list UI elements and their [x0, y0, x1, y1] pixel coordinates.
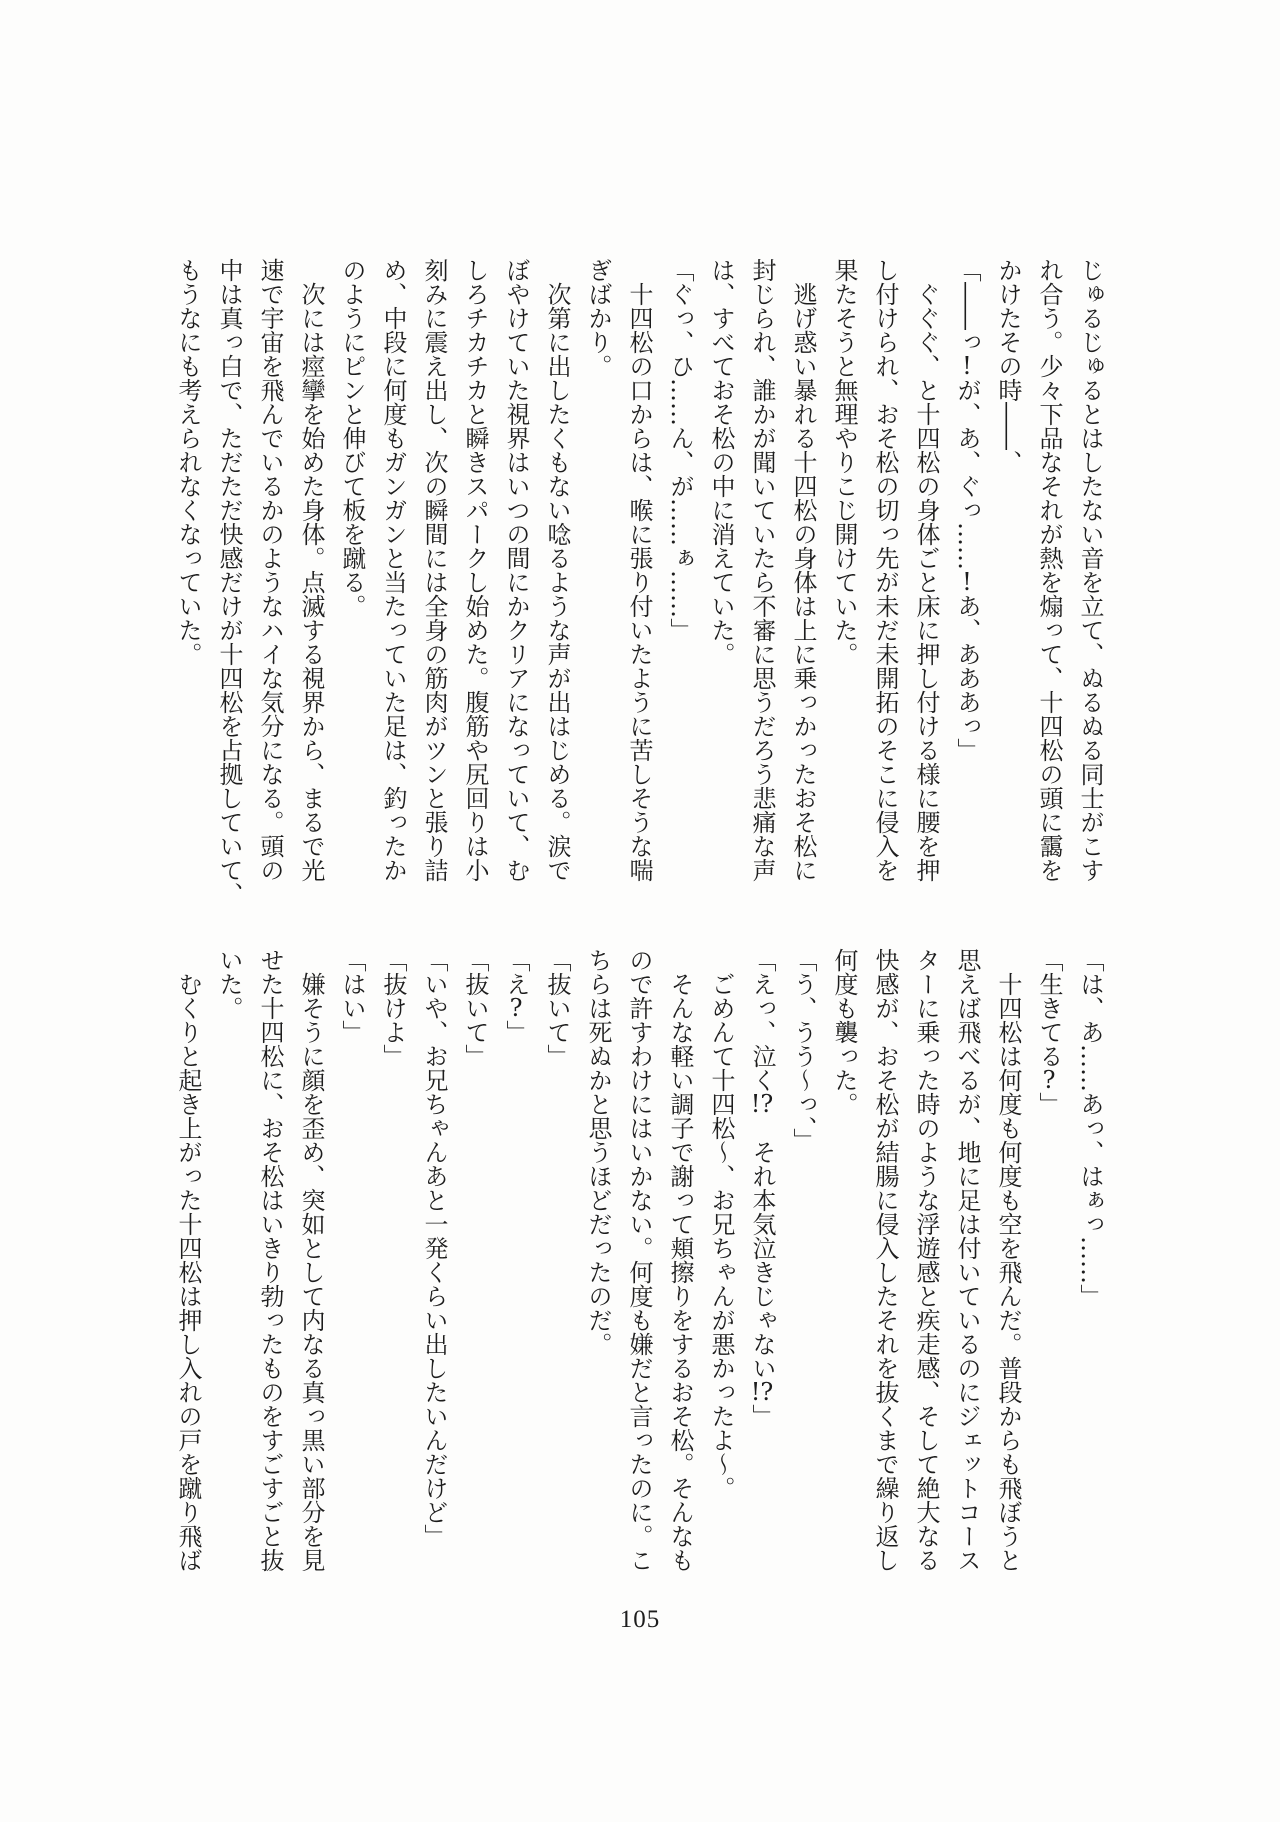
tate-chu-yoko: !: [962, 354, 972, 378]
tate-chu-yoko: ?: [509, 996, 523, 1020]
lower-line: 快感が、おそ松が結腸に侵入したそれを抜くまで繰り返し: [871, 948, 899, 1572]
upper-line: 速で宇宙を飛んでいるかのようなハイな気分になる。頭の: [256, 258, 284, 882]
tate-chu-yoko: !?: [750, 1092, 774, 1116]
upper-line: もうなにも考えられなくなっていた。: [174, 258, 202, 666]
upper-line: 十四松の口からは、喉に張り付いたように苦しそうな喘: [625, 258, 653, 882]
lower-text-block: [167, 948, 1110, 1572]
upper-line: ぐぐぐ、と十四松の身体ごと床に押し付ける様に腰を押: [912, 258, 940, 882]
upper-line: ぼやけていた視界はいつの間にかクリアになっていて、む: [502, 258, 530, 882]
lower-line: 「はい」: [338, 948, 366, 1044]
lower-line: 嫌そうに顔を歪め、突如として内なる真っ黒い部分を見: [297, 948, 325, 1572]
lower-line: せた十四松に、おそ松はいきり勃ったものをすごすごと抜: [256, 948, 284, 1572]
upper-line: は、すべておそ松の中に消えていた。: [707, 258, 735, 666]
upper-line: 次第に出したくもない唸るような声が出はじめる。涙で: [543, 258, 571, 882]
upper-line: かけたその時――、: [994, 258, 1022, 474]
lower-line: 「えっ、泣く!? それ本気泣きじゃない!?」: [748, 948, 776, 1428]
lower-line: ごめんて十四松〜、お兄ちゃんが悪かったよ〜。: [707, 948, 735, 1500]
lower-line: 「う、うう〜っ、」: [789, 948, 817, 1152]
upper-line: れ合う。少々下品なそれが熱を煽って、十四松の頭に靄を: [1035, 258, 1063, 882]
upper-line: ぎばかり。: [584, 258, 612, 378]
lower-line: 「生きてる?」: [1035, 948, 1063, 1116]
lower-line: 思えば飛べるが、地に足は付いているのにジェットコース: [953, 948, 981, 1572]
tate-chu-yoko: !: [962, 570, 972, 594]
lower-line: 「抜いて」: [543, 948, 571, 1068]
lower-line: ちらは死ぬかと思うほどだったのだ。: [584, 948, 612, 1356]
page-number: 105: [619, 1606, 661, 1633]
upper-line: 中は真っ白で、ただただ快感だけが十四松を占拠していて、: [215, 258, 243, 906]
lower-line: 「は、あ……あっ、はぁっ……」: [1076, 948, 1104, 1308]
lower-line: 十四松は何度も何度も空を飛んだ。普段からも飛ぼうと: [994, 948, 1022, 1572]
upper-line: 果たそうと無理やりこじ開けていた。: [830, 258, 858, 666]
upper-line: 封じられ、誰かが聞いていたら不審に思うだろう悲痛な声: [748, 258, 776, 882]
lower-line: 「いや、お兄ちゃんあと一発くらい出したいんだけど」: [420, 948, 448, 1548]
lower-line: いた。: [215, 948, 243, 1020]
upper-line: じゅるじゅるとはしたない音を立て、ぬるぬる同士がこす: [1076, 258, 1104, 882]
upper-line: し付けられ、おそ松の切っ先が未だ未開拓のそこに侵入を: [871, 258, 899, 882]
upper-line: 逃げ惑い暴れる十四松の身体は上に乗っかったおそ松に: [789, 258, 817, 882]
lower-line: 「抜けよ」: [379, 948, 407, 1068]
lower-line: 「え?」: [502, 948, 530, 1044]
upper-line: しろチカチカと瞬きスパークし始めた。腹筋や尻回りは小: [461, 258, 489, 882]
lower-line: ので許すわけにはいかない。何度も嫌だと言ったのに。こ: [625, 948, 653, 1572]
lower-line: そんな軽い調子で謝って頬擦りをするおそ松。そんなも: [666, 948, 694, 1572]
upper-text-block: [167, 258, 1110, 906]
tate-chu-yoko: ?: [1042, 1068, 1056, 1092]
lower-line: 「抜いて」: [461, 948, 489, 1068]
upper-line: のようにピンと伸びて板を蹴る。: [338, 258, 366, 618]
upper-line: 次には痙攣を始めた身体。点滅する視界から、まるで光: [297, 258, 325, 882]
upper-line: 「――っ!が、あ、ぐっ……!あ、あああっ」: [953, 258, 981, 762]
lower-line: ターに乗った時のような浮遊感と疾走感、そして絶大なる: [912, 948, 940, 1572]
lower-line: むくりと起き上がった十四松は押し入れの戸を蹴り飛ば: [174, 948, 202, 1572]
upper-line: め、中段に何度もガンガンと当たっていた足は、釣ったか: [379, 258, 407, 882]
upper-line: 「ぐっ、ひ……ん、が……ぁ……」: [666, 258, 694, 642]
tate-chu-yoko: !?: [750, 1380, 774, 1404]
lower-line: 何度も襲った。: [830, 948, 858, 1116]
upper-line: 刻みに震え出し、次の瞬間には全身の筋肉がツンと張り詰: [420, 258, 448, 882]
